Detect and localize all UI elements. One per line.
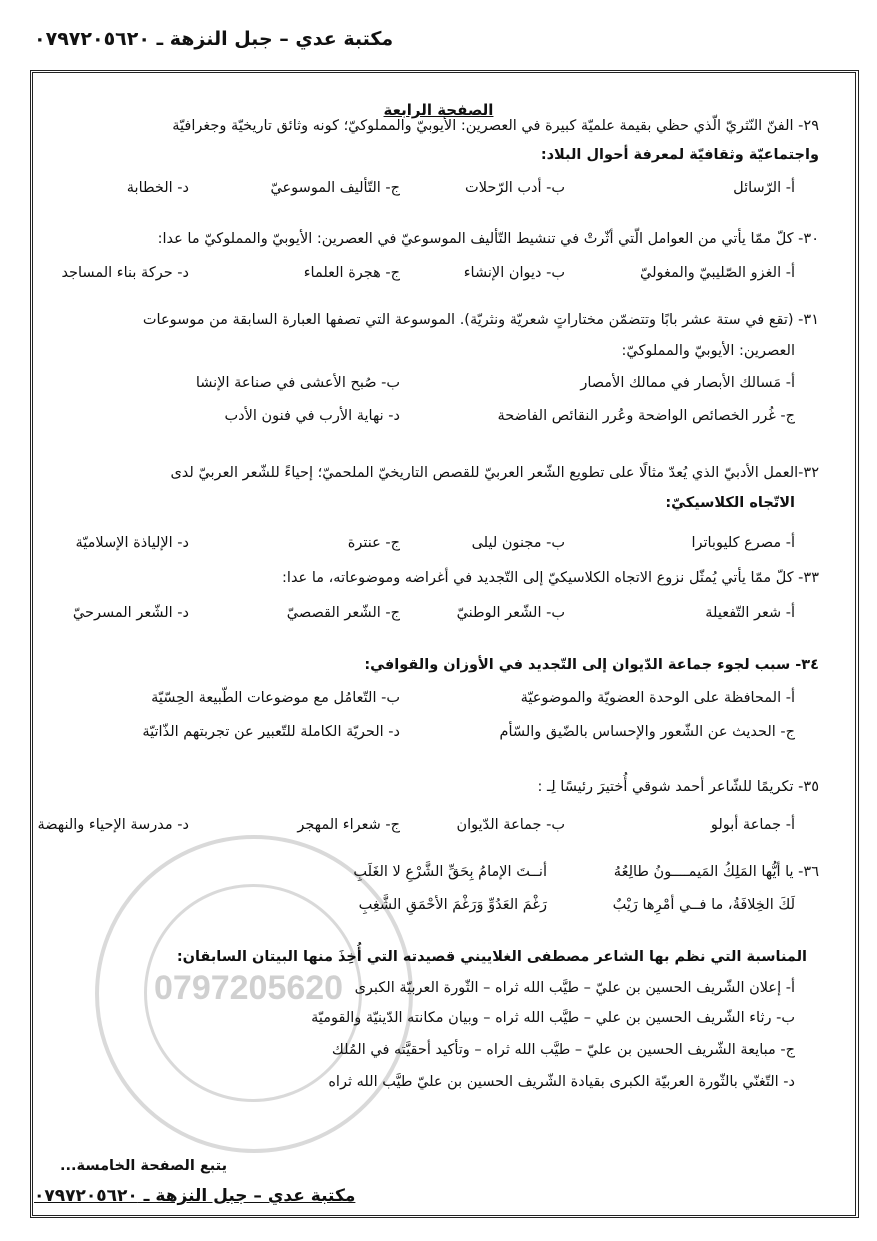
option-b: ب- رثاء الشّريف الحسين بن علي – طيَّب الله ثراه – وبيان مكانته الدّينيّة والقوميّة [311,1010,795,1026]
option-c: ج- عنترة [347,535,400,551]
option-a: أ- جماعة أبولو [710,817,795,833]
question-text: ٢٩- الفنّ النّثريّ الّذي حظي بقيمة علميّة كبيرة في العصرين: الأيوبيّ والمملوكيّ؛ كونه وثائق تاريخيّة وجغرافيّة [172,118,819,134]
option-a: أ- مَسالك الأبصار في ممالك الأمصار [580,375,795,391]
continue-note: يتبع الصفحة الخامسة... [60,1158,228,1174]
option-d: د- الحريّة الكاملة للتّعبير عن تجربتهم الذّاتيّة [142,724,400,740]
option-a: أ- إعلان الشّريف الحسين بن عليّ – طيَّب الله ثراه – الثّورة العربيّة الكبرى [354,980,795,996]
option-d: د- حركة بناء المساجد [61,265,189,281]
verse-1-second-hemistich: أنــتَ الإمامُ بِحَقِّ الشَّرْعِ لا الغَلَبِ [353,864,547,880]
option-b: ب- صُبح الأعشى في صناعة الإنشا [195,375,400,391]
option-c: ج- هجرة العلماء [303,265,400,281]
option-c: ج- غُرر الخصائص الواضحة وعُرر النقائص الفاضحة [497,408,795,424]
question-text: المناسبة التي نظم بها الشاعر مصطفى الغلاييني قصيدته التي أُخِذَ منها البيتان السابقان: [176,949,807,965]
option-c: ج- الشّعر القصصيّ [286,605,400,621]
option-b: ب- التّعامُل مع موضوعات الطّبيعة الحِسّيّة [151,690,400,706]
option-b: ب- أدب الرّحلات [465,180,565,196]
question-text: ٣٤- سبب لجوء جماعة الدّيوان إلى التّجديد في الأوزان والقوافي: [364,657,819,673]
option-c: ج- التّأليف الموسوعيّ [270,180,400,196]
header-bookstore: مكتبة عدي – جبل النزهة ـ ٠٧٩٧٢٠٥٦٢٠ [34,28,394,50]
option-b: ب- ديوان الإنشاء [463,265,565,281]
page-title: الصفحة الرابعة [383,101,494,119]
bookstore-stamp: 0797205620 [95,835,413,1153]
question-text: ٣٢-العمل الأدبيّ الذي يُعدّ مثالًا على تطويع الشّعر العربيّ للقصص التاريخيّ الملحميّ؛ إحياءً للشّعر العربيّ لدى [170,465,819,481]
verse-2-first-hemistich: لَكَ الخِلافَةُ، ما فــي أمْرِها رَيْبٌ [612,897,795,913]
option-b: ب- مجنون ليلى [471,535,565,551]
question-text: واجتماعيّة وثقافيّة لمعرفة أحوال البلاد: [540,147,819,163]
option-a: أ- شعر التّفعيلة [705,605,795,621]
option-b: ب- الشّعر الوطنيّ [456,605,565,621]
footer-bookstore: مكتبة عدي – جبل النزهة ـ ٠٧٩٧٢٠٥٦٢٠ [34,1186,356,1206]
option-c: ج- شعراء المهجر [297,817,400,833]
option-a: أ- الغزو الصّليبيّ والمغوليّ [639,265,795,281]
question-text: ٣٣- كلّ ممّا يأتي يُمثّل نزوع الاتجاه الكلاسيكيّ إلى التّجديد في أغراضه وموضوعاته، ما عدا: [282,570,819,586]
verse-2-second-hemistich: رَغْمَ العَدُوِّ وَرَغْمَ الأحْمَقِ الشَّغِبِ [358,897,547,913]
option-c: ج- الحديث عن الشّعور والإحساس بالضّيق والسّأم [499,724,795,740]
option-d: د- نهاية الأرب في فنون الأدب [224,408,400,424]
verse-1-first-hemistich: ٣٦- يا أيُّها المَلِكُ المَيمــــونُ طالِعُهُ [613,864,819,880]
option-d: د- مدرسة الإحياء والنهضة [37,817,189,833]
question-text: العصرين: الأيوبيّ والمملوكيّ: [621,343,795,359]
question-text: ٣١- (تقع في ستة عشر بابًا وتتضمّن مختاراتٍ شعريّة ونثريّة). الموسوعة التي تصفها العبارة السابقة من موسوعات [142,312,819,328]
option-a: أ- المحافظة على الوحدة العضويّة والموضوعيّة [520,690,795,706]
option-d: د- الشّعر المسرحيّ [72,605,189,621]
option-d: د- التّغنّي بالثّورة العربيّة الكبرى بقيادة الشّريف الحسين بن عليّ طيَّب الله ثراه [328,1074,795,1090]
option-c: ج- مبايعة الشّريف الحسين بن عليّ – طيَّب الله ثراه – وتأكيد أحقيَّته في المُلك [331,1042,795,1058]
question-text: ٣٠- كلّ ممّا يأتي من العوامل الّتي أثّرتْ في تنشيط التّأليف الموسوعيّ في العصرين: الأيوبيّ والمملوكيّ ما عدا: [157,231,819,247]
option-b: ب- جماعة الدّيوان [456,817,565,833]
question-text: ٣٥- تكريمًا للشّاعر أحمد شوقي أُختيرَ رئيسًا لِـ : [537,779,819,795]
question-text: الاتّجاه الكلاسيكيّ: [665,495,795,511]
option-a: أ- مصرع كليوباترا [691,535,795,551]
option-a: أ- الرّسائل [733,180,795,196]
option-d: د- الإلياذة الإسلاميّة [75,535,189,551]
option-d: د- الخطابة [126,180,189,196]
